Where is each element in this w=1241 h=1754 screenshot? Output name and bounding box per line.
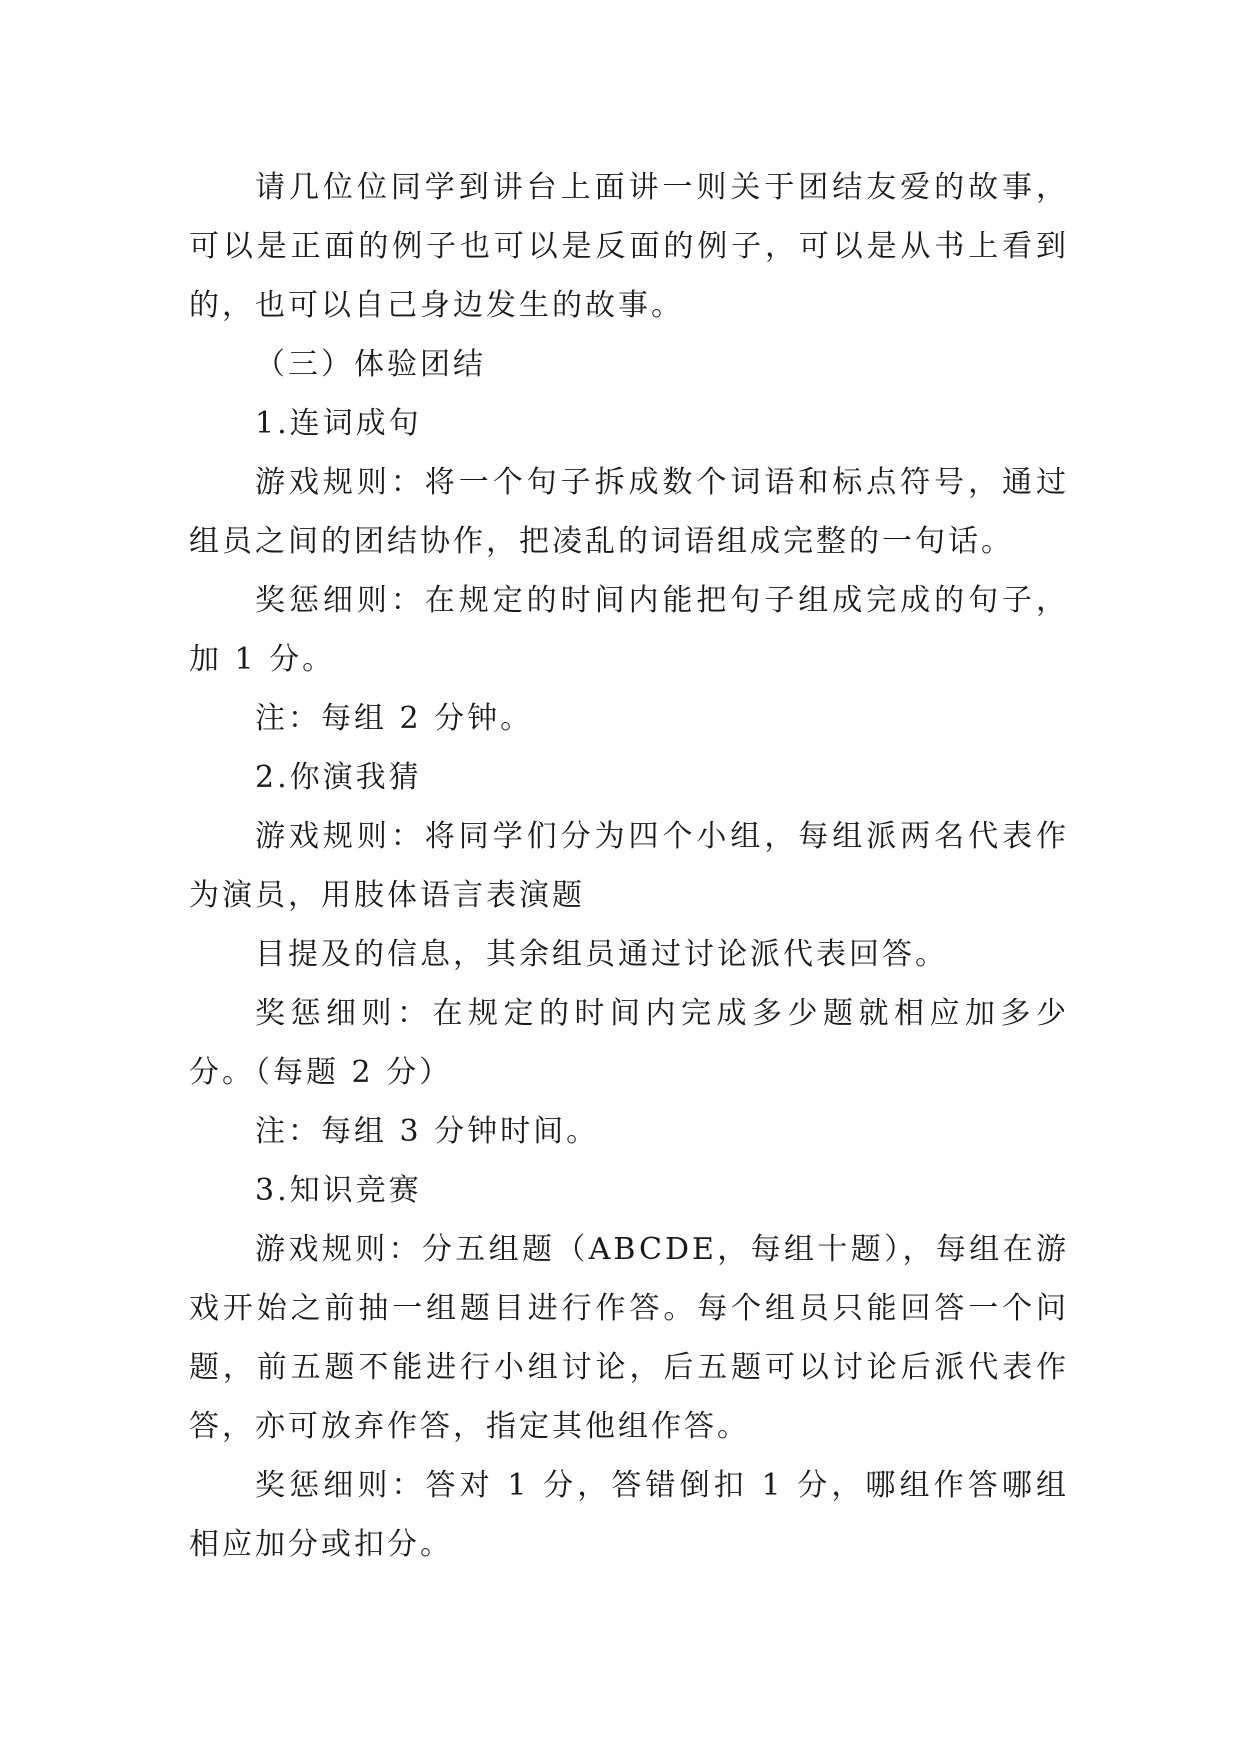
section-heading-experience-unity: （三）体验团结 [255,347,486,382]
paragraph-sentence-scoring: 奖惩细则：在规定的时间内能把句子组成完成的句子，加 1 分。 [189,583,1069,677]
subheading-charades: 2.你演我猜 [255,760,422,795]
paragraph-charades-rules: 游戏规则：将同学们分为四个小组，每组派两名代表作为演员，用肢体语言表演题 [189,819,1069,913]
document-body [189,158,1069,1574]
paragraph-story-sharing: 请几位位同学到讲台上面讲一则关于团结友爱的故事，可以是正面的例子也可以是反面的例子，可以是从书上看到的，也可以自己身边发生的故事。 [189,170,1069,323]
paragraph-charades-note: 注：每组 3 分钟时间。 [255,1114,600,1149]
paragraph-quiz-rules: 游戏规则：分五组题（ABCDE，每组十题），每组在游戏开始之前抽一组题目进行作答。每个组员只能回答一个问题，前五题不能进行小组讨论，后五题可以讨论后派代表作答，亦可放弃作答，指定其他组作答。 [189,1232,1069,1444]
subheading-sentence-building: 1.连词成句 [255,406,422,441]
paragraph-quiz-scoring: 奖惩细则：答对 1 分，答错倒扣 1 分，哪组作答哪组相应加分或扣分。 [189,1468,1069,1562]
paragraph-sentence-note: 注：每组 2 分钟。 [255,701,534,736]
paragraph-charades-scoring: 奖惩细则：在规定的时间内完成多少题就相应加多少分。（每题 2 分） [189,996,1069,1090]
paragraph-charades-rules-cont: 目提及的信息，其余组员通过讨论派代表回答。 [255,937,948,972]
paragraph-sentence-rules: 游戏规则：将一个句子拆成数个词语和标点符号，通过组员之间的团结协作，把凌乱的词语组成完整的一句话。 [189,465,1069,559]
subheading-quiz: 3.知识竞赛 [255,1173,422,1208]
